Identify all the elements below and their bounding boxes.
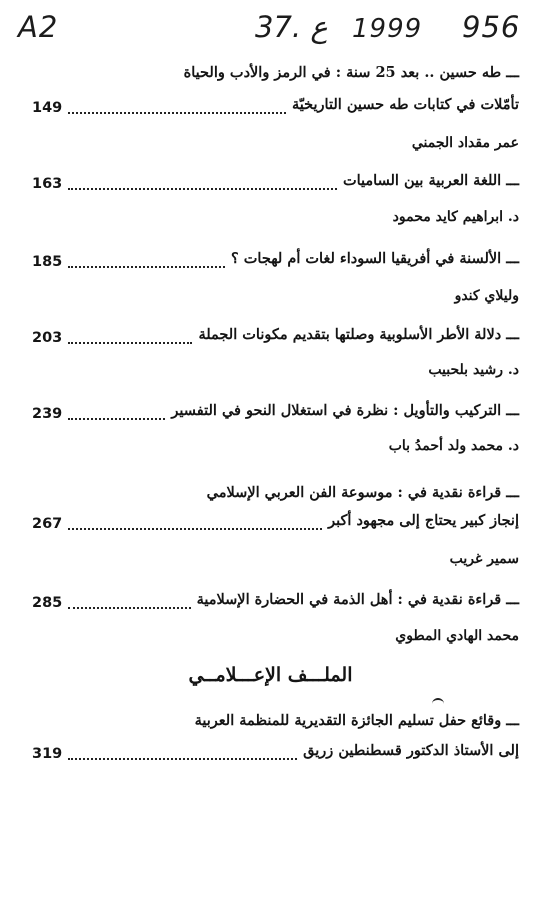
dot-leader — [68, 112, 286, 114]
toc-entry — [62, 512, 519, 538]
toc-entry-author: سمير غريب — [449, 551, 519, 567]
toc-entry — [62, 96, 519, 122]
toc-entry-page: 149 — [32, 100, 63, 116]
media-heading: ـــ وقائع حفل تسليم الجائزة التقديرية للمنظمة العربية — [194, 712, 519, 729]
section-title: الملـــف الإعـــلامــي — [188, 664, 353, 686]
dot-leader — [68, 607, 191, 609]
toc-entry — [62, 326, 519, 352]
handwritten-number: 956 — [462, 10, 521, 44]
handwritten-ref: 37. ع — [255, 10, 328, 44]
toc-entry-author: محمد الهادي المطوي — [395, 628, 519, 644]
toc-entry-page: 185 — [32, 254, 63, 270]
dot-leader — [68, 528, 322, 530]
toc-entry-author: عمر مقداد الجمني — [411, 135, 519, 151]
toc-entry-author: وليلاي كندو — [454, 288, 519, 304]
toc-entry-author: د. رشيد بلحبيب — [428, 362, 519, 378]
toc-entry — [62, 172, 519, 198]
toc-entry-page: 163 — [32, 176, 63, 192]
dot-leader — [68, 266, 225, 268]
toc-entry-title: ـــ دلالة الأطر الأسلوبية وصلتها بتقديم مكونات الجملة — [198, 326, 519, 343]
toc-entry-page: 285 — [32, 595, 63, 611]
dot-leader — [68, 188, 337, 190]
toc-entry — [62, 402, 519, 428]
toc-entry-title: ـــ قراءة نقدية في : أهل الذمة في الحضارة الإسلامية — [196, 591, 519, 608]
toc-entry-page: 319 — [32, 746, 63, 762]
dot-leader — [68, 418, 165, 420]
header-line: ـــ طه حسين .. بعد 25 سنة : في الرمز والأدب والحياة — [183, 64, 519, 81]
toc-entry-page: 267 — [32, 516, 63, 532]
toc-entry-title: ـــ التركيب والتأويل : نظرة في استغلال النحو في التفسير — [171, 402, 519, 419]
toc-entry-author: د. ابراهيم كايد محمود — [392, 209, 519, 225]
toc-entry — [62, 250, 519, 276]
toc-entry-author: د. محمد ولد أحمدُ باب — [388, 438, 519, 454]
dot-leader — [68, 342, 192, 344]
toc-entry — [62, 742, 519, 768]
toc-entry — [62, 591, 519, 617]
dot-leader — [68, 758, 297, 760]
toc-entry-title: تأمّلات في كتابات طه حسين التاريخيّة — [292, 96, 519, 113]
toc-entry-title: ـــ اللغة العربية بين الساميات — [342, 172, 519, 189]
toc-entry-title: ـــ الألسنة في أفريقيا السوداء لغات أم لهجات ؟ — [231, 250, 519, 267]
review-heading: ـــ قراءة نقدية في : موسوعة الفن العربي الإسلامي — [206, 484, 519, 501]
handwritten-a2: A2 — [18, 10, 59, 44]
toc-entry-page: 239 — [32, 406, 63, 422]
pen-mark — [432, 698, 444, 704]
toc-entry-page: 203 — [32, 330, 63, 346]
toc-entry-title: إنجاز كبير يحتاج إلى مجهود أكبر — [328, 512, 519, 529]
toc-entry-title: إلى الأستاذ الدكتور قسطنطين زريق — [303, 742, 519, 759]
handwritten-year: 1999 — [352, 14, 423, 44]
